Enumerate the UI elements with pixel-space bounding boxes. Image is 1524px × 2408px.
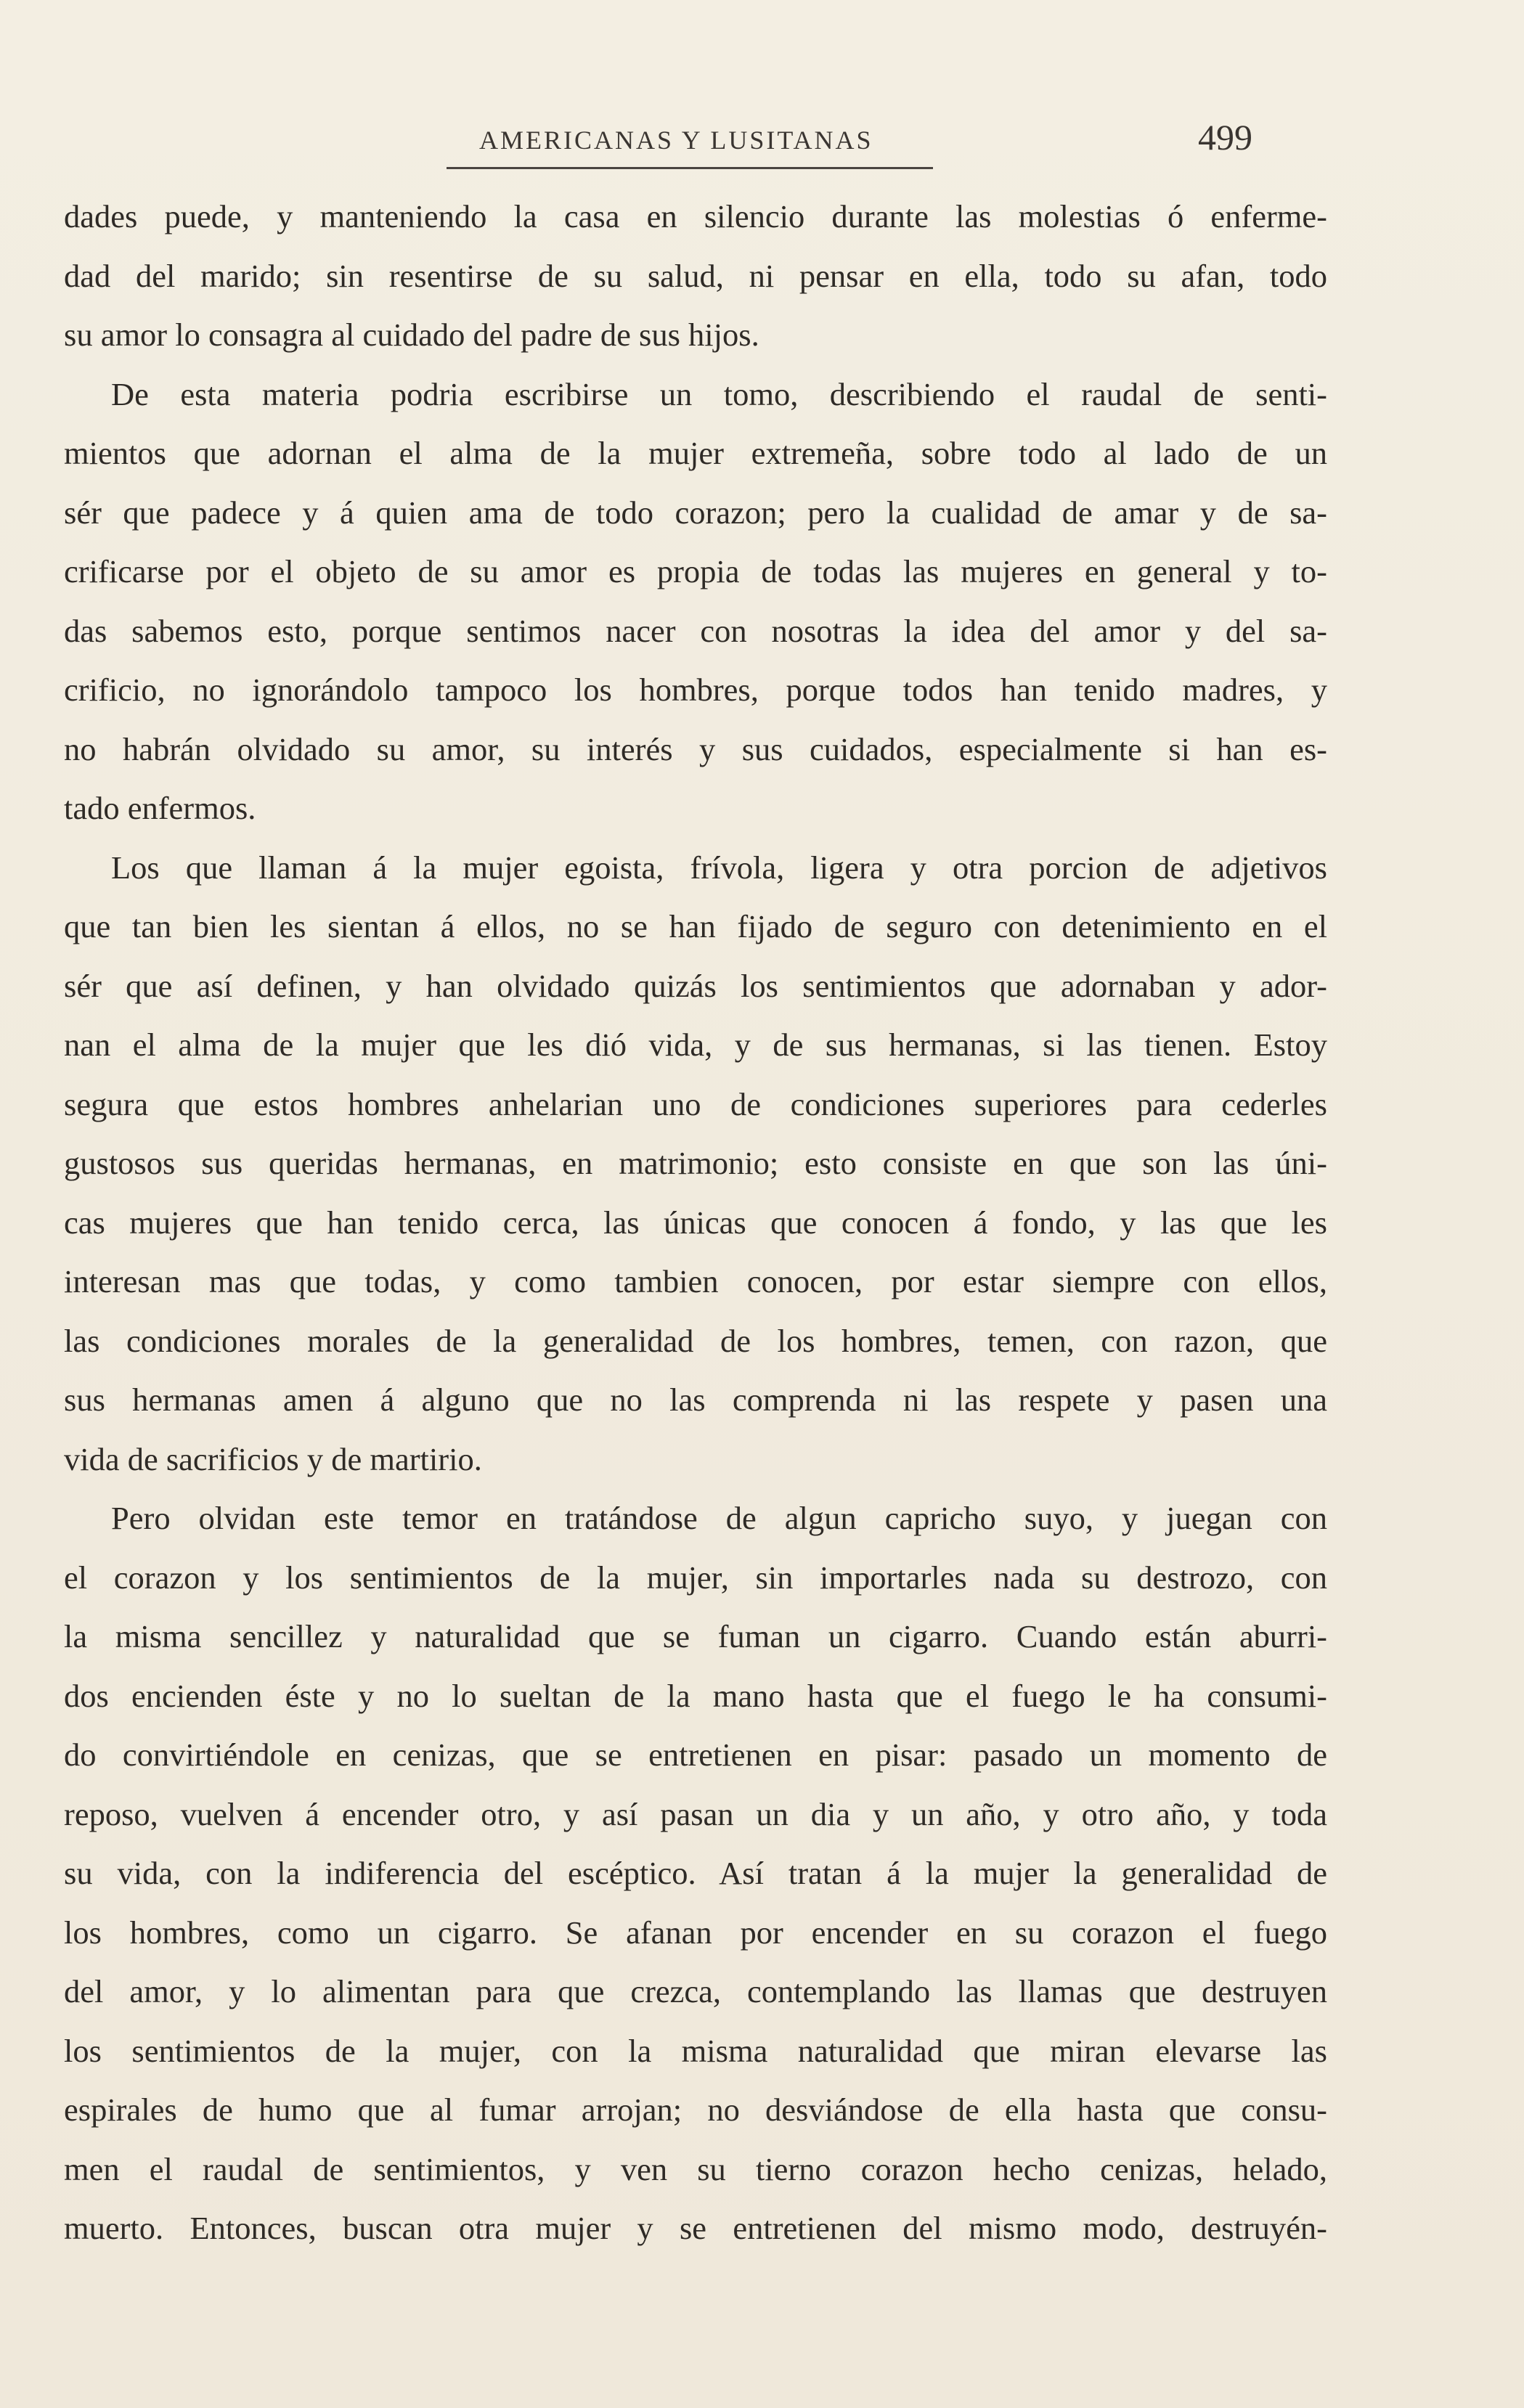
text-line: crificarse por el objeto de su amor es propia de todas las mujeres en general y to- <box>64 553 1327 589</box>
text-line: men el raudal de sentimientos, y ven su tierno corazon hecho cenizas, helado, <box>64 2150 1327 2187</box>
body-text <box>64 187 1327 2258</box>
text-line: del amor, y lo alimentan para que crezca, contemplando las llamas que destruyen <box>64 1973 1327 2009</box>
running-title: AMERICANAS Y LUSITANAS <box>479 126 873 155</box>
text-line: interesan mas que todas, y como tambien conocen, por estar siempre con ellos, <box>64 1263 1327 1299</box>
text-line: Pero olvidan este temor en tratándose de algun capricho suyo, y juegan con <box>111 1500 1327 1536</box>
text-line: sus hermanas amen á alguno que no las comprenda ni las respete y pasen una <box>64 1381 1327 1418</box>
text-line: Los que llaman á la mujer egoista, frívola, ligera y otra porcion de adjetivos <box>111 849 1327 886</box>
text-line: la misma sencillez y naturalidad que se fuman un cigarro. Cuando están aburri- <box>64 1618 1327 1654</box>
text-line: sér que así definen, y han olvidado quizás los sentimientos que adornaban y ador- <box>64 967 1327 1004</box>
text-line: el corazon y los sentimientos de la mujer, sin importarles nada su destrozo, con <box>64 1559 1327 1596</box>
text-line: dad del marido; sin resentirse de su salud, ni pensar en ella, todo su afan, todo <box>64 257 1327 294</box>
page-header <box>0 116 1524 174</box>
text-line: no habrán olvidado su amor, su interés y sus cuidados, especialmente si han es- <box>64 730 1327 767</box>
text-line: segura que estos hombres anhelarian uno de condiciones superiores para cederles <box>64 1085 1327 1122</box>
text-line: dos encienden éste y no lo sueltan de la mano hasta que el fuego le ha consumi- <box>64 1677 1327 1714</box>
text-line: tado enfermos. <box>64 790 256 826</box>
text-line: De esta materia podria escribirse un tomo, describiendo el raudal de senti- <box>111 375 1327 412</box>
text-line: cas mujeres que han tenido cerca, las únicas que conocen á fondo, y las que les <box>64 1204 1327 1241</box>
text-line: dades puede, y manteniendo la casa en silencio durante las molestias ó enferme- <box>64 198 1327 234</box>
text-line: espirales de humo que al fumar arrojan; no desviándose de ella hasta que consu- <box>64 2091 1327 2128</box>
text-line: los hombres, como un cigarro. Se afanan por encender en su corazon el fuego <box>64 1914 1327 1951</box>
header-rule <box>447 167 933 169</box>
text-line: crificio, no ignorándolo tampoco los hombres, porque todos han tenido madres, y <box>64 672 1327 708</box>
text-line: gustosos sus queridas hermanas, en matrimonio; esto consiste en que son las úni- <box>64 1145 1327 1181</box>
text-line: los sentimientos de la mujer, con la misma naturalidad que miran elevarse las <box>64 2032 1327 2069</box>
text-line: das sabemos esto, porque sentimos nacer con nosotras la idea del amor y del sa- <box>64 612 1327 649</box>
text-line: que tan bien les sientan á ellos, no se han fijado de seguro con detenimiento en el <box>64 908 1327 944</box>
text-line: vida de sacrificios y de martirio. <box>64 1440 482 1477</box>
text-line: su amor lo consagra al cuidado del padre de sus hijos. <box>64 317 759 353</box>
text-line: muerto. Entonces, buscan otra mujer y se entretienen del mismo modo, destruyén- <box>64 2210 1327 2246</box>
text-line: reposo, vuelven á encender otro, y así pasan un dia y un año, y otro año, y toda <box>64 1795 1327 1832</box>
text-line: su vida, con la indiferencia del escéptico. Así tratan á la mujer la generalidad de <box>64 1855 1327 1891</box>
text-line: las condiciones morales de la generalidad de los hombres, temen, con razon, que <box>64 1322 1327 1359</box>
text-line: do convirtiéndole en cenizas, que se entretienen en pisar: pasado un momento de <box>64 1736 1327 1773</box>
text-line: mientos que adornan el alma de la mujer extremeña, sobre todo al lado de un <box>64 435 1327 471</box>
page-number: 499 <box>1198 117 1252 158</box>
text-line: nan el alma de la mujer que les dió vida, y de sus hermanas, si las tienen. Estoy <box>64 1027 1327 1063</box>
text-line: sér que padece y á quien ama de todo corazon; pero la cualidad de amar y de sa- <box>64 494 1327 531</box>
